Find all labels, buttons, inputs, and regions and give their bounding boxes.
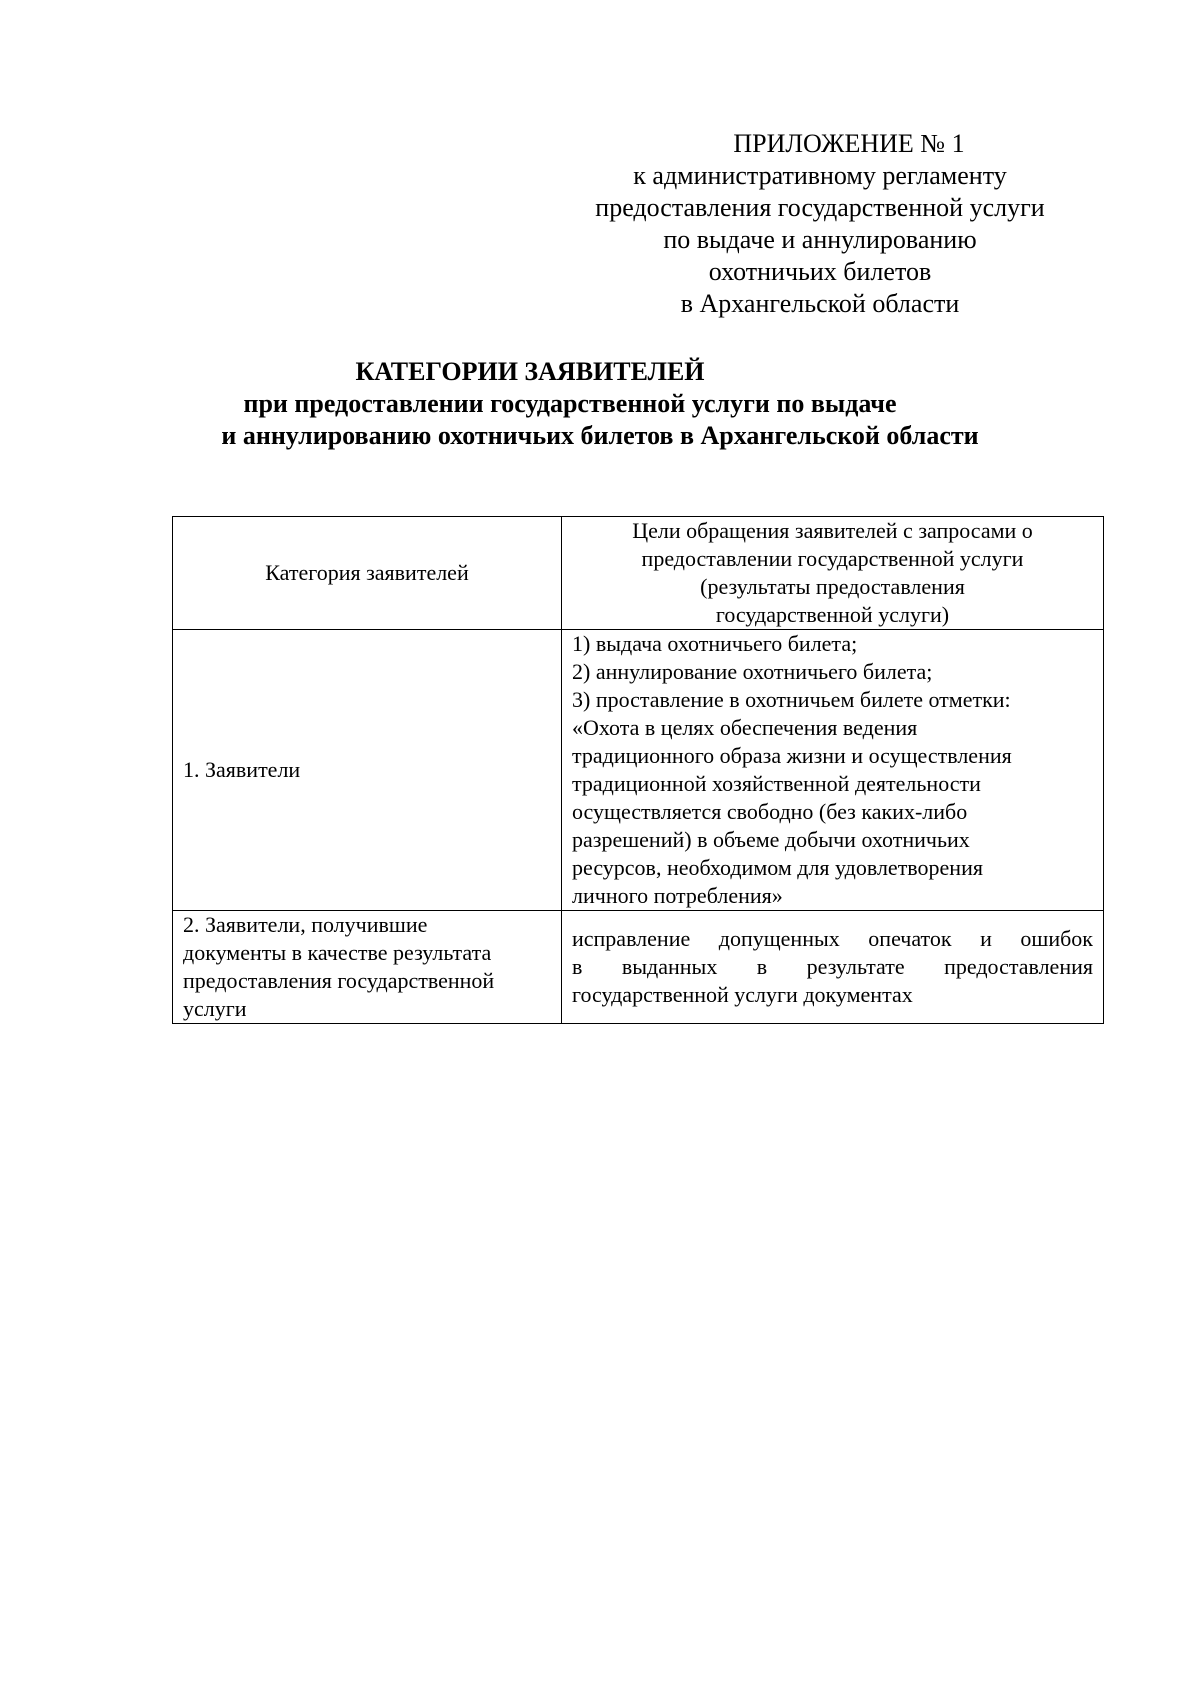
table-row xyxy=(173,630,1104,911)
goal-line: традиционного образа жизни и осуществления xyxy=(572,743,1012,768)
appendix-title: ПРИЛОЖЕНИЕ № 1 xyxy=(733,129,965,158)
appendix-line: предоставления государственной услуги xyxy=(595,193,1045,222)
table-header-row xyxy=(173,517,1104,630)
category-line: документы в качестве результата xyxy=(183,940,492,965)
category-line: услуги xyxy=(183,996,247,1021)
header-goals-line: Цели обращения заявителей с запросами о xyxy=(632,518,1033,543)
row-category: 1. Заявители xyxy=(173,630,562,911)
document-subtitle-line: и аннулированию охотничьих билетов в Архангельской области xyxy=(221,421,979,450)
row-goals xyxy=(562,911,1104,1024)
header-goals-line: предоставлении государственной услуги xyxy=(641,546,1024,571)
appendix-line: в Архангельской области xyxy=(680,289,960,318)
goal-line: в выданных в результате предоставления xyxy=(572,954,1093,979)
goal-line: осуществляется свободно (без каких-либо xyxy=(572,799,968,824)
table-row xyxy=(173,911,1104,1024)
appendix-line: к административному регламенту xyxy=(633,161,1007,190)
category-line: предоставления государственной xyxy=(183,968,495,993)
appendix-block xyxy=(560,128,1080,320)
goal-line: личного потребления» xyxy=(572,883,783,908)
header-category: Категория заявителей xyxy=(173,517,562,630)
row-goals xyxy=(562,630,1104,911)
category-line: 2. Заявители, получившие xyxy=(183,912,428,937)
header-goals-line: государственной услуги) xyxy=(715,602,950,627)
goal-line: исправление допущенных опечаток и ошибок xyxy=(572,926,1093,951)
goal-line: 2) аннулирование охотничьего билета; xyxy=(572,659,933,684)
goal-line: государственной услуги документах xyxy=(572,982,913,1007)
header-goals xyxy=(562,517,1104,630)
appendix-line: по выдаче и аннулированию xyxy=(663,225,977,254)
applicant-categories-table xyxy=(172,516,1104,1024)
row-category xyxy=(173,911,562,1024)
document-heading xyxy=(160,356,1040,452)
goal-line: ресурсов, необходимом для удовлетворения xyxy=(572,855,983,880)
goal-line: 1) выдача охотничьего билета; xyxy=(572,631,858,656)
appendix-line: охотничьих билетов xyxy=(708,257,932,286)
goal-line: традиционной хозяйственной деятельности xyxy=(572,771,981,796)
goal-line: 3) проставление в охотничьем билете отметки: xyxy=(572,687,1011,712)
goal-line: разрешений) в объеме добычи охотничьих xyxy=(572,827,970,852)
document-title: КАТЕГОРИИ ЗАЯВИТЕЛЕЙ xyxy=(355,357,705,386)
header-goals-line: (результаты предоставления xyxy=(700,574,965,599)
goal-line: «Охота в целях обеспечения ведения xyxy=(572,715,918,740)
document-subtitle-line: при предоставлении государственной услуги по выдаче xyxy=(243,389,897,418)
